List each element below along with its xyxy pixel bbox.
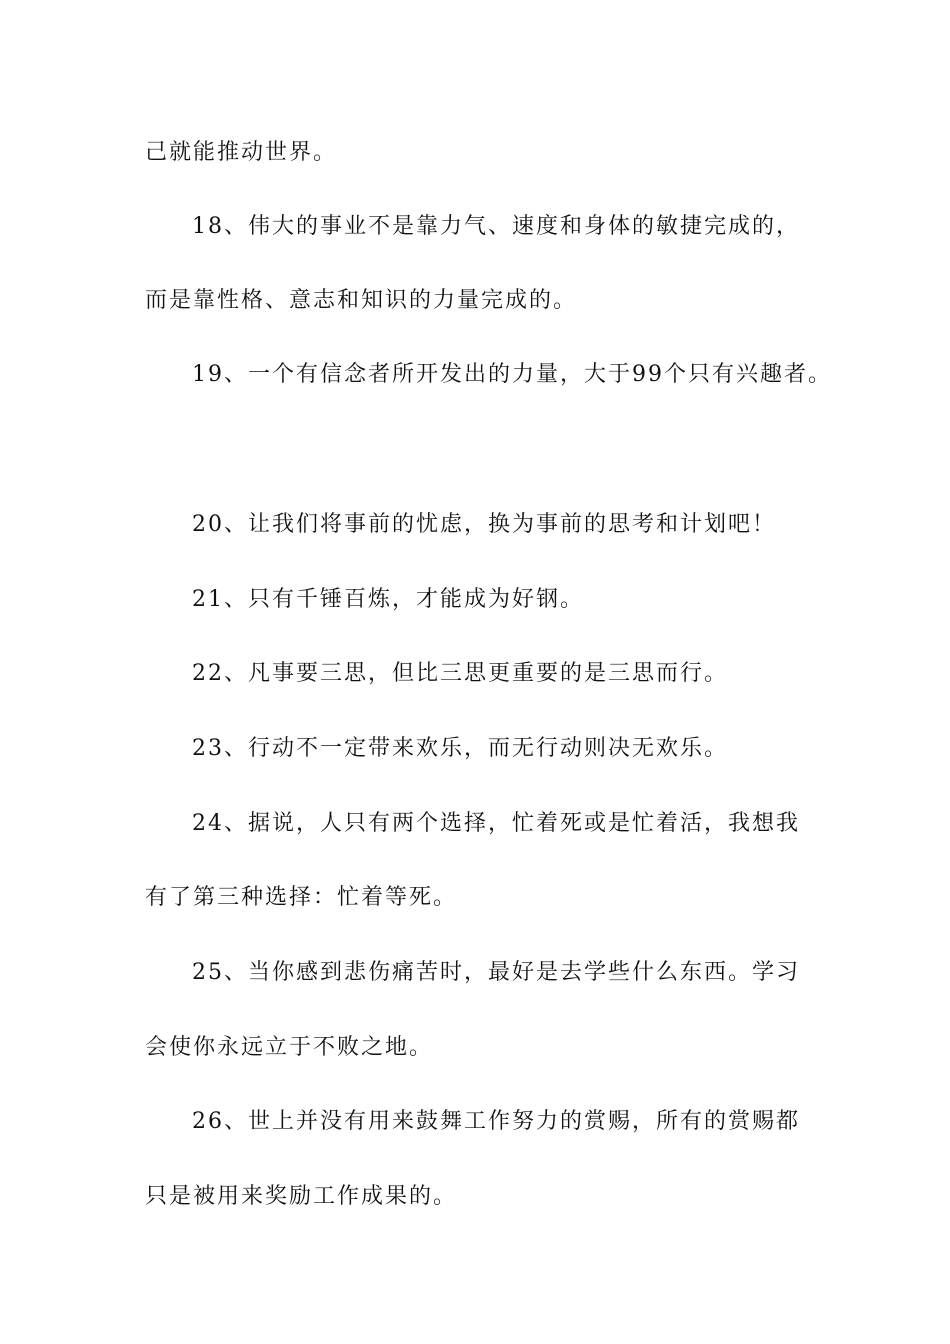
text-line-item-21: 21、只有千锤百炼，才能成为好钢。 (192, 587, 584, 612)
text-line-item-22: 22、凡事要三思，但比三思更重要的是三思而行。 (192, 661, 728, 686)
text-line-item-19: 19、一个有信念者所开发出的力量，大于99个只有兴趣者。 (192, 362, 832, 387)
text-line-continuation: 己就能推动世界。 (145, 140, 338, 165)
text-line-item-24-cont: 有了第三种选择：忙着等死。 (145, 885, 458, 910)
text-line-item-25-cont: 会使你永远立于不败之地。 (145, 1035, 434, 1060)
text-line-item-25: 25、当你感到悲伤痛苦时，最好是去学些什么东西。学习 (192, 960, 800, 985)
text-line-item-26: 26、世上并没有用来鼓舞工作努力的赏赐，所有的赏赐都 (192, 1109, 800, 1134)
text-line-item-24: 24、据说，人只有两个选择，忙着死或是忙着活，我想我 (192, 811, 800, 836)
text-line-item-20: 20、让我们将事前的忧虑，换为事前的思考和计划吧！ (192, 512, 776, 537)
text-line-item-26-cont: 只是被用来奖励工作成果的。 (145, 1184, 458, 1209)
text-line-item-18: 18、伟大的事业不是靠力气、速度和身体的敏捷完成的， (192, 214, 800, 239)
text-line-item-18-cont: 而是靠性格、意志和知识的力量完成的。 (145, 288, 578, 313)
text-line-item-23: 23、行动不一定带来欢乐，而无行动则决无欢乐。 (192, 736, 728, 761)
